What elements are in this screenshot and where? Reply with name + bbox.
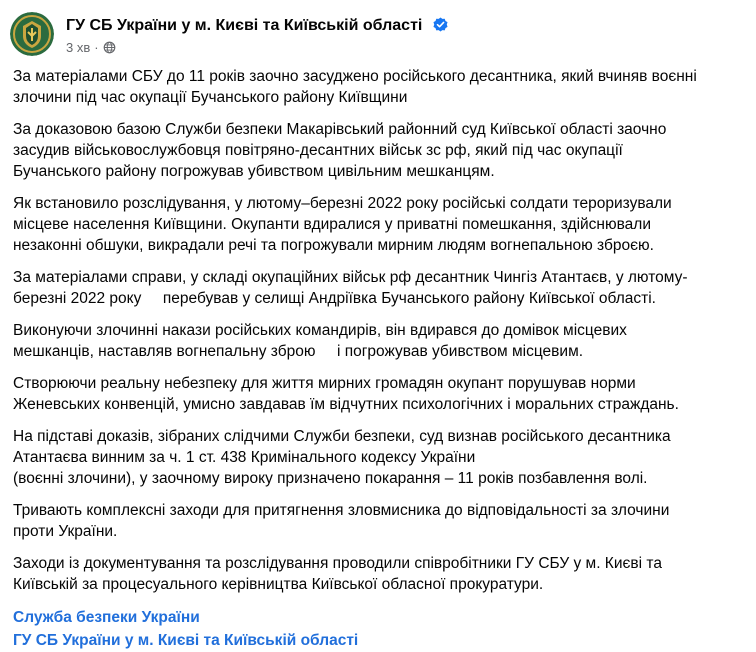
verified-badge-icon bbox=[433, 17, 448, 32]
text-line: На підставі доказів, зібраних слідчими Служби безпеки, суд визнав російського десантника bbox=[13, 428, 671, 445]
text-line: Бучанського району погрожував убивством цивільним мешканцям. bbox=[13, 163, 495, 180]
sbu-emblem-icon bbox=[10, 12, 54, 56]
post-paragraph bbox=[13, 193, 733, 256]
text-line: засудив військовослужбовця повітряно-десантних військ зс рф, який під час окупації bbox=[13, 142, 623, 159]
post-timestamp[interactable]: 3 хв bbox=[66, 40, 91, 55]
text-line: За матеріалами справи, у складі окупаційних військ рф десантник Чингіз Атантаєв, у лютому- bbox=[13, 269, 688, 286]
text-line: Тривають комплексні заходи для притягнення зловмисника до відповідальності за злочини bbox=[13, 502, 670, 519]
post-header bbox=[10, 12, 746, 62]
text-line: Заходи із документування та розслідування проводили співробітники ГУ СБУ у м. Києві та bbox=[13, 555, 662, 572]
text-line: березні 2022 року перебував у селищі Андріївка Бучанського району Київської області. bbox=[13, 290, 656, 307]
text-line: місцеве населення Київщини. Окупанти вдиралися у приватні помешкання, здійснювали bbox=[13, 216, 652, 233]
text-line: Як встановило розслідування, у лютому–березні 2022 року російські солдати тероризували bbox=[13, 195, 672, 212]
globe-icon[interactable] bbox=[103, 41, 116, 54]
text-line: злочини під час окупації Бучанського району Київщини bbox=[13, 89, 408, 106]
post-paragraph bbox=[13, 267, 733, 309]
page-avatar[interactable] bbox=[10, 12, 54, 56]
text-line: (воєнні злочини), у заочному вироку призначено покарання – 11 років позбавлення волі. bbox=[13, 470, 648, 487]
post-paragraph bbox=[13, 500, 733, 542]
meta-separator: · bbox=[94, 40, 99, 55]
text-line: Виконуючи злочинні накази російських командирів, він вдирався до домівок місцевих bbox=[13, 322, 627, 339]
post-meta bbox=[66, 40, 116, 55]
post-paragraph bbox=[13, 119, 733, 182]
post-paragraph bbox=[13, 373, 733, 415]
text-line: Київській за процесуального керівництва Київської обласної прокуратури. bbox=[13, 576, 544, 593]
text-line: За доказовою базою Служби безпеки Макарівський районний суд Київської області заочно bbox=[13, 121, 667, 138]
text-line: За матеріалами СБУ до 11 років заочно засуджено російського десантника, який вчиняв воєнні bbox=[13, 68, 697, 85]
post-paragraph bbox=[13, 426, 733, 489]
text-line: Створюючи реальну небезпеку для життя мирних громадян окупант порушував норми bbox=[13, 375, 636, 392]
text-line: проти України. bbox=[13, 523, 118, 540]
tag-link-kyiv-office[interactable]: ГУ СБ України у м. Києві та Київській області bbox=[13, 632, 359, 649]
post-text bbox=[13, 66, 733, 652]
post-paragraph bbox=[13, 553, 733, 595]
page-tags bbox=[13, 606, 733, 652]
page-name-row bbox=[66, 17, 448, 35]
text-line: незаконні обшуки, викрадали речі та погрожували мирним людям вогнепальною зброєю. bbox=[13, 237, 654, 254]
page-name-link[interactable]: ГУ СБ України у м. Києві та Київській області bbox=[66, 17, 423, 34]
post-paragraph bbox=[13, 320, 733, 362]
post-paragraph bbox=[13, 66, 733, 108]
text-line: Женевських конвенцій, умисно завдавав їм відчутних психологічних і моральних страждань. bbox=[13, 396, 679, 413]
text-line: Атантаєва винним за ч. 1 ст. 438 Кримінального кодексу України bbox=[13, 449, 476, 466]
tag-link-sbu[interactable]: Служба безпеки України bbox=[13, 609, 200, 626]
text-line: мешканців, наставляв вогнепальну зброю і погрожував убивством місцевим. bbox=[13, 343, 584, 360]
